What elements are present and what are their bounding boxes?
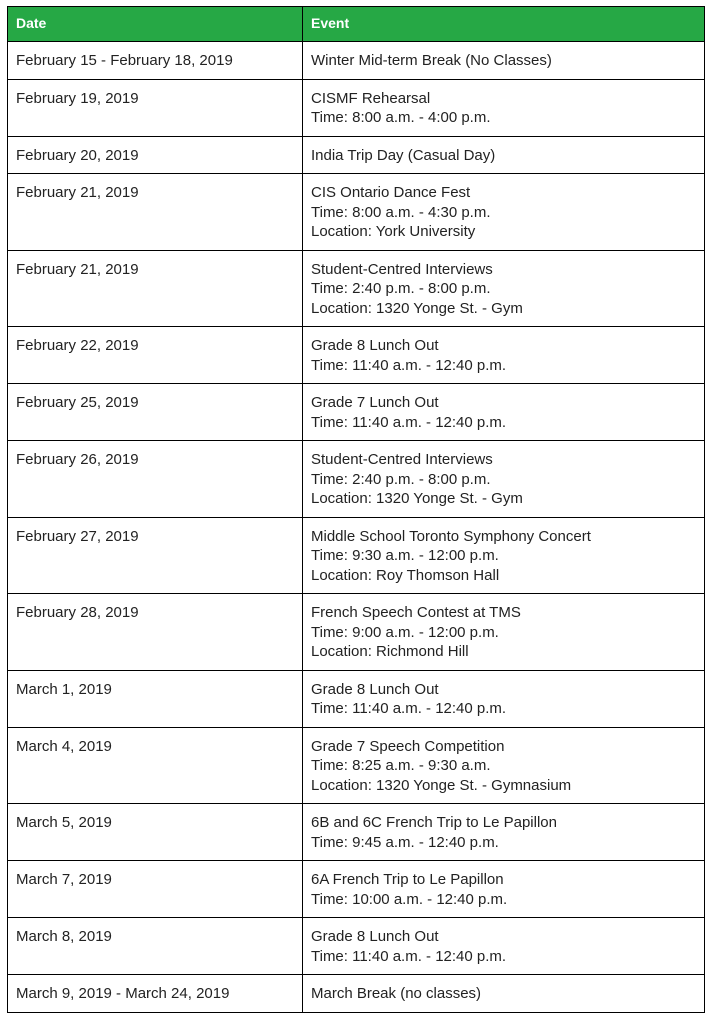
event-detail-line: Location: 1320 Yonge St. - Gym bbox=[311, 490, 523, 507]
table-row bbox=[8, 804, 705, 861]
event-details-cell bbox=[303, 517, 705, 594]
event-detail-line: Location: 1320 Yonge St. - Gym bbox=[311, 299, 523, 317]
event-details-cell bbox=[303, 670, 705, 727]
event-date-cell: February 22, 2019 bbox=[8, 327, 303, 384]
event-details-cell bbox=[303, 975, 705, 1013]
event-details-cell bbox=[303, 594, 705, 671]
event-details-cell bbox=[303, 861, 705, 918]
event-date-cell: February 15 - February 18, 2019 bbox=[8, 42, 303, 80]
event-details-cell bbox=[303, 79, 705, 136]
table-body bbox=[8, 42, 705, 1013]
event-date-cell: February 28, 2019 bbox=[8, 594, 303, 671]
event-details-cell bbox=[303, 918, 705, 975]
event-date-cell: February 27, 2019 bbox=[8, 517, 303, 594]
event-detail-line: Location: York University bbox=[311, 223, 476, 240]
event-date-cell: March 7, 2019 bbox=[8, 861, 303, 918]
event-details-cell bbox=[303, 384, 705, 441]
event-detail-line: Time: 8:25 a.m. - 9:30 a.m. bbox=[311, 757, 491, 774]
event-date-cell: February 25, 2019 bbox=[8, 384, 303, 441]
event-date-cell: March 5, 2019 bbox=[8, 804, 303, 861]
event-title: Grade 7 Speech Competition bbox=[311, 737, 505, 755]
event-date-cell: March 1, 2019 bbox=[8, 670, 303, 727]
table-row bbox=[8, 136, 705, 174]
event-detail-line: Time: 11:40 a.m. - 12:40 p.m. bbox=[311, 356, 507, 374]
event-date-cell: March 8, 2019 bbox=[8, 918, 303, 975]
event-title: Grade 7 Lunch Out bbox=[311, 394, 439, 411]
event-date-cell: February 20, 2019 bbox=[8, 136, 303, 174]
table-row bbox=[8, 441, 705, 518]
table-header-row bbox=[8, 7, 705, 42]
event-title: 6B and 6C French Trip to Le Papillon bbox=[311, 814, 557, 831]
event-title: 6A French Trip to Le Papillon bbox=[311, 871, 504, 888]
event-detail-line: Location: Richmond Hill bbox=[311, 643, 469, 660]
event-details-cell bbox=[303, 327, 705, 384]
table-row bbox=[8, 250, 705, 327]
table-row bbox=[8, 594, 705, 671]
event-detail-line: Time: 2:40 p.m. - 8:00 p.m. bbox=[311, 470, 491, 488]
event-date-cell: February 19, 2019 bbox=[8, 79, 303, 136]
table-row bbox=[8, 384, 705, 441]
table-row bbox=[8, 975, 705, 1013]
event-details-cell bbox=[303, 174, 705, 251]
table-row bbox=[8, 327, 705, 384]
event-detail-line: Time: 9:30 a.m. - 12:00 p.m. bbox=[311, 547, 499, 564]
event-title: Winter Mid-term Break (No Classes) bbox=[311, 52, 552, 69]
table-row bbox=[8, 670, 705, 727]
event-detail-line: Time: 9:45 a.m. - 12:40 p.m. bbox=[311, 833, 499, 851]
event-detail-line: Time: 11:40 a.m. - 12:40 p.m. bbox=[311, 700, 507, 717]
event-detail-line: Time: 9:00 a.m. - 12:00 p.m. bbox=[311, 623, 499, 641]
events-table bbox=[7, 6, 705, 1013]
event-details-cell bbox=[303, 804, 705, 861]
table-row bbox=[8, 79, 705, 136]
event-detail-line: Time: 8:00 a.m. - 4:00 p.m. bbox=[311, 109, 491, 126]
table-row bbox=[8, 861, 705, 918]
event-detail-line: Time: 11:40 a.m. - 12:40 p.m. bbox=[311, 947, 507, 965]
event-title: Grade 8 Lunch Out bbox=[311, 680, 439, 698]
event-date-cell: March 4, 2019 bbox=[8, 727, 303, 804]
date-column-header: Date bbox=[8, 7, 303, 42]
table-row bbox=[8, 42, 705, 80]
event-date-cell: February 26, 2019 bbox=[8, 441, 303, 518]
event-details-cell bbox=[303, 250, 705, 327]
table-row bbox=[8, 918, 705, 975]
event-date-cell: February 21, 2019 bbox=[8, 250, 303, 327]
event-detail-line: Time: 10:00 a.m. - 12:40 p.m. bbox=[311, 890, 508, 908]
event-detail-line: Location: 1320 Yonge St. - Gymnasium bbox=[311, 776, 572, 794]
event-detail-line: Time: 8:00 a.m. - 4:30 p.m. bbox=[311, 203, 491, 221]
event-date-cell: February 21, 2019 bbox=[8, 174, 303, 251]
event-title: Student-Centred Interviews bbox=[311, 451, 493, 468]
event-title: India Trip Day (Casual Day) bbox=[311, 146, 496, 164]
event-title: Grade 8 Lunch Out bbox=[311, 928, 439, 945]
event-title: Student-Centred Interviews bbox=[311, 260, 493, 278]
event-detail-line: Time: 11:40 a.m. - 12:40 p.m. bbox=[311, 413, 507, 431]
table-row bbox=[8, 727, 705, 804]
event-details-cell bbox=[303, 136, 705, 174]
event-detail-line: Time: 2:40 p.m. - 8:00 p.m. bbox=[311, 280, 491, 297]
event-title: March Break (no classes) bbox=[311, 985, 482, 1002]
event-details-cell bbox=[303, 727, 705, 804]
event-details-cell bbox=[303, 42, 705, 80]
event-date-cell: March 9, 2019 - March 24, 2019 bbox=[8, 975, 303, 1013]
event-column-header: Event bbox=[303, 7, 705, 42]
table-row bbox=[8, 517, 705, 594]
event-detail-line: Location: Roy Thomson Hall bbox=[311, 566, 500, 584]
event-title: Middle School Toronto Symphony Concert bbox=[311, 527, 591, 545]
event-title: CIS Ontario Dance Fest bbox=[311, 184, 471, 201]
table-row bbox=[8, 174, 705, 251]
event-details-cell bbox=[303, 441, 705, 518]
event-title: French Speech Contest at TMS bbox=[311, 604, 521, 621]
event-title: CISMF Rehearsal bbox=[311, 89, 431, 107]
event-title: Grade 8 Lunch Out bbox=[311, 337, 439, 354]
